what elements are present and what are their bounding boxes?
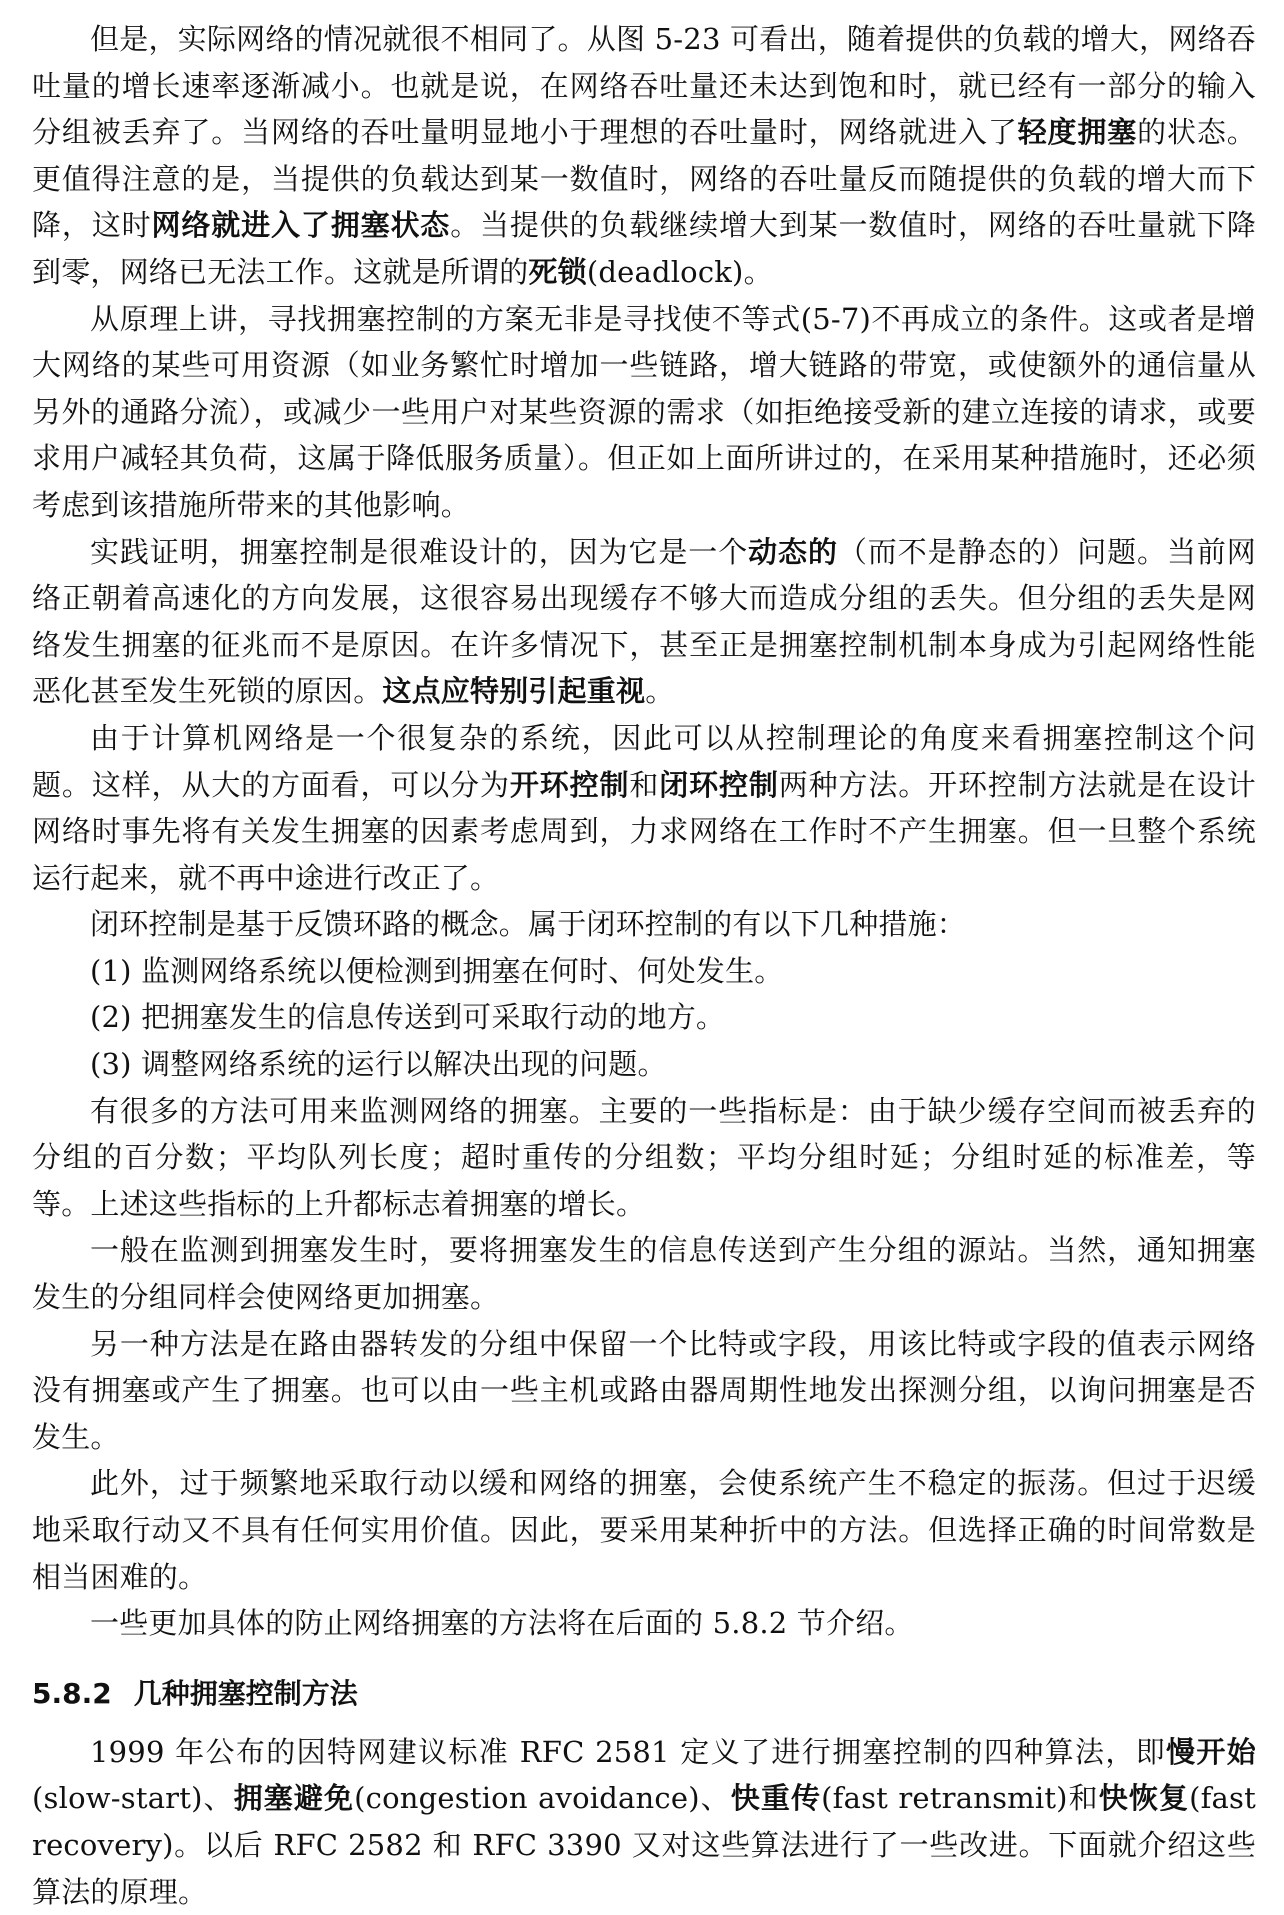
text-run: 。	[645, 674, 675, 709]
section-heading	[32, 1665, 1256, 1723]
bold-term: 开环控制	[509, 767, 630, 802]
list-item	[32, 1041, 1256, 1088]
bold-term: 闭环控制	[659, 767, 779, 802]
text-run: (1) 监测网络系统以便检测到拥塞在何时、何处发生。	[90, 953, 784, 988]
text-run: 两种方法。开环控制方法就是在设计网络时事先将有关发生拥塞的因素考虑周到，力求网络在工作时不产生拥塞。但一旦整个系统运行起来，就不再中途进行改正了。	[32, 767, 1257, 895]
text-run: (congestion avoidance)、	[354, 1781, 731, 1816]
text-run: 由于计算机网络是一个很复杂的系统，因此可以从控制理论的角度来看拥塞控制这个问题。这样，从大的方面看，可以分为	[32, 720, 1256, 802]
section-number: 5.8.2	[32, 1676, 112, 1710]
text-run: (deadlock)。	[586, 254, 773, 289]
paragraph	[32, 16, 1256, 296]
text-run: (slow-start)、	[32, 1781, 234, 1816]
text-run: 一些更加具体的防止网络拥塞的方法将在后面的 5.8.2 节介绍。	[90, 1606, 914, 1641]
paragraph	[32, 1729, 1256, 1915]
text-run: （而不是静态的）问题。当前网络正朝着高速化的方向发展，这很容易出现缓存不够大而造成分组的丢失。但分组的丢失是网络发生拥塞的征兆而不是原因。在许多情况下，甚至正是拥塞控制机制本身成为引起网络性能恶化甚至发生死锁的原因。	[32, 534, 1256, 709]
text-run: 此外，过于频繁地采取行动以缓和网络的拥塞，会使系统产生不稳定的振荡。但过于迟缓地采取行动又不具有任何实用价值。因此，要采用某种折中的方法。但选择正确的时间常数是相当困难的。	[32, 1466, 1256, 1594]
bold-term: 这点应特别引起重视	[382, 674, 646, 709]
list-item	[32, 948, 1256, 995]
paragraph	[32, 296, 1256, 529]
text-run: 1999 年公布的因特网建议标准 RFC 2581 定义了进行拥塞控制的四种算法，即	[90, 1734, 1167, 1769]
paragraph	[32, 1321, 1256, 1461]
text-run: (fast recovery)。以后 RFC 2582 和 RFC 3390 又对这些算法进行了一些改进。下面就介绍这些算法的原理。	[32, 1781, 1256, 1909]
text-run: (2) 把拥塞发生的信息传送到可采取行动的地方。	[90, 1000, 726, 1035]
bold-term: 轻度拥塞	[1017, 115, 1138, 150]
paragraph	[32, 715, 1256, 901]
body-text	[32, 16, 1256, 1647]
bold-term: 网络就进入了拥塞状态	[151, 208, 451, 243]
section-title: 几种拥塞控制方法	[133, 1676, 358, 1710]
text-run: 闭环控制是基于反馈环路的概念。属于闭环控制的有以下几种措施：	[90, 907, 967, 942]
paragraph	[32, 529, 1256, 715]
bold-term: 慢开始	[1166, 1734, 1256, 1769]
text-run: 但是，实际网络的情况就很不相同了。从图 5-23 可看出，随着提供的负载的增大，网络吞吐量的增长速率逐渐减小。也就是说，在网络吞吐量还未达到饱和时，就已经有一部分的输入分组被丢弃了。当网络的吞吐量明显地小于理想的吞吐量时，网络就进入了	[32, 22, 1256, 150]
paragraph	[32, 1600, 1256, 1647]
text-run: (fast retransmit)和	[821, 1781, 1099, 1816]
text-run: 另一种方法是在路由器转发的分组中保留一个比特或字段，用该比特或字段的值表示网络没有拥塞或产生了拥塞。也可以由一些主机或路由器周期性地发出探测分组，以询问拥塞是否发生。	[32, 1326, 1256, 1454]
bold-term: 死锁	[528, 254, 587, 289]
list-item	[32, 994, 1256, 1041]
paragraph	[32, 1460, 1256, 1600]
text-run: 从原理上讲，寻找拥塞控制的方案无非是寻找使不等式(5-7)不再成立的条件。这或者是增大网络的某些可用资源（如业务繁忙时增加一些链路，增大链路的带宽，或使额外的通信量从另外的通路分流），或减少一些用户对某些资源的需求（如拒绝接受新的建立连接的请求，或要求用户减轻其负荷，这属于降低服务质量）。但正如上面所讲过的，在采用某种措施时，还必须考虑到该措施所带来的其他影响。	[32, 301, 1256, 522]
text-run: 。当提供的负载继续增大到某一数值时，网络的吞吐量就下降到零，网络已无法工作。这就是所谓的	[32, 208, 1256, 289]
text-run: 有很多的方法可用来监测网络的拥塞。主要的一些指标是：由于缺少缓存空间而被丢弃的分组的百分数；平均队列长度；超时重传的分组数；平均分组时延；分组时延的标准差，等等。上述这些指标的上升都标志着拥塞的增长。	[32, 1093, 1256, 1221]
text-run: 一般在监测到拥塞发生时，要将拥塞发生的信息传送到产生分组的源站。当然，通知拥塞发生的分组同样会使网络更加拥塞。	[32, 1233, 1256, 1315]
bold-term: 动态的	[748, 534, 838, 569]
bold-term: 快重传	[730, 1781, 822, 1816]
paragraph	[32, 1227, 1256, 1320]
text-run: 的状态。更值得注意的是，当提供的负载达到某一数值时，网络的吞吐量反而随提供的负载的增大而下降，这时	[32, 115, 1256, 243]
bold-term: 快恢复	[1098, 1781, 1190, 1816]
text-run: (3) 调整网络系统的运行以解决出现的问题。	[90, 1047, 667, 1082]
bold-term: 拥塞避免	[233, 1781, 355, 1816]
paragraph	[32, 1088, 1256, 1228]
section-body-text	[32, 1729, 1256, 1915]
paragraph	[32, 901, 1256, 948]
text-run: 和	[629, 767, 660, 802]
text-run: 实践证明，拥塞控制是很难设计的，因为它是一个	[90, 534, 749, 569]
